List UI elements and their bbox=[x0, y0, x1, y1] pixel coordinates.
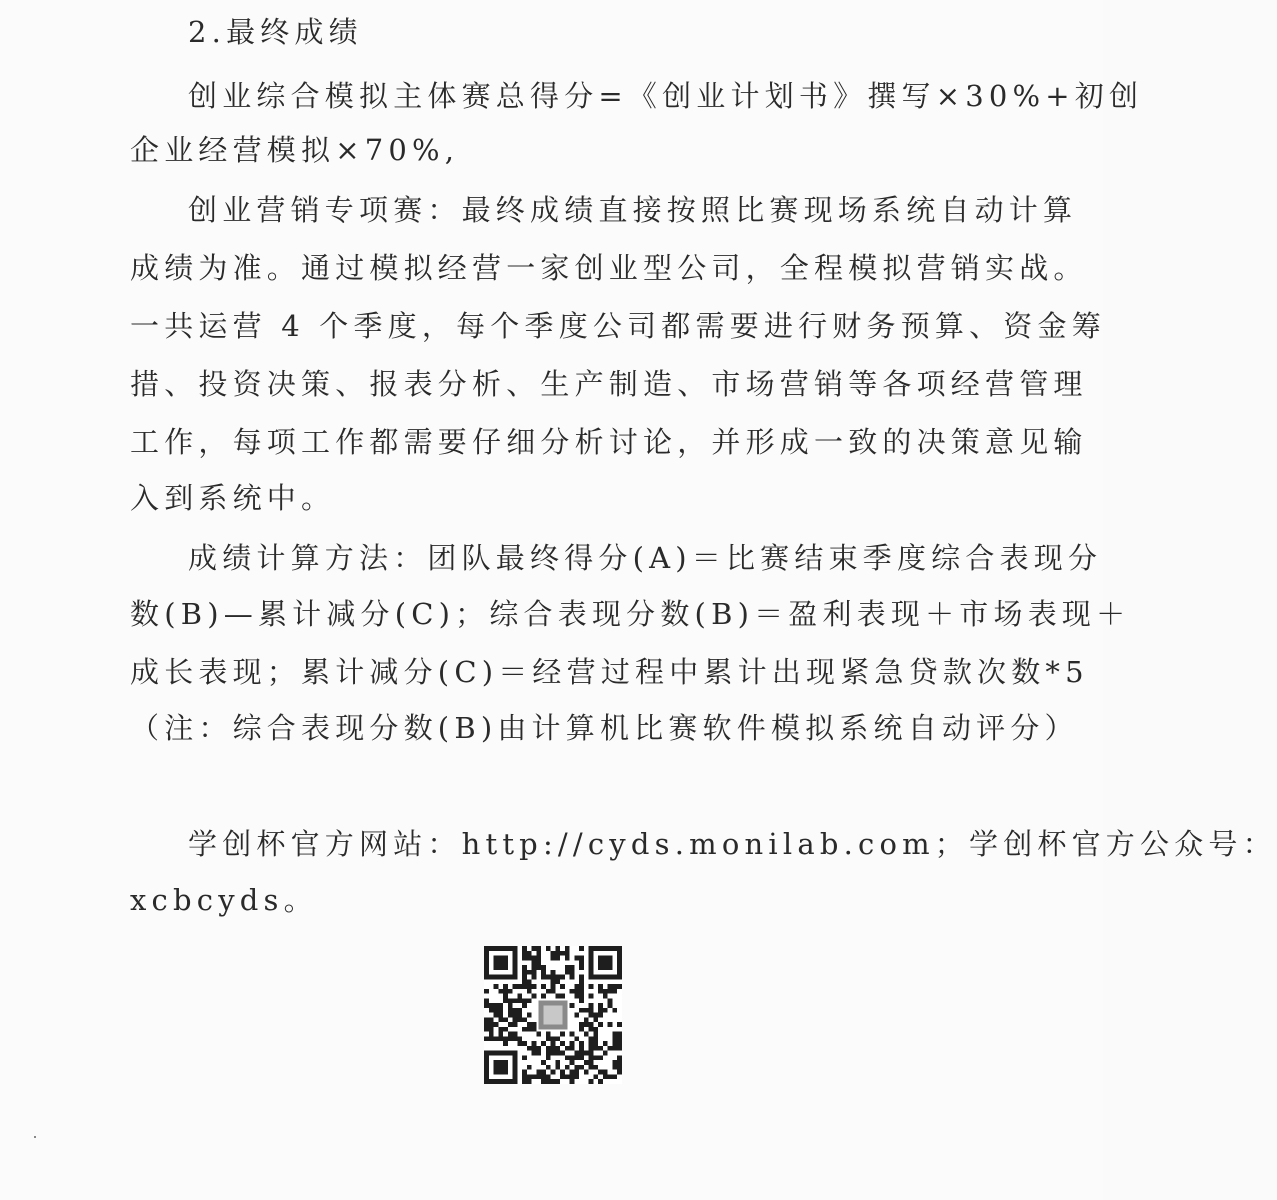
section-heading: 2.最终成绩 bbox=[188, 15, 363, 49]
para4-line1: 学创杯官方网站：http://cyds.monilab.com；学创杯官方公众号： bbox=[188, 827, 1277, 861]
para3-line1: 成绩计算方法：团队最终得分(A)＝比赛结束季度综合表现分 bbox=[188, 541, 1103, 575]
para1-line2: 企业经营模拟×70%, bbox=[130, 133, 460, 167]
para3-line4: （注：综合表现分数(B)由计算机比赛软件模拟系统自动评分） bbox=[130, 711, 1079, 745]
para2-line3: 一共运营 4 个季度，每个季度公司都需要进行财务预算、资金筹 bbox=[130, 309, 1106, 343]
para2-line5: 工作，每项工作都需要仔细分析讨论，并形成一致的决策意见输 bbox=[130, 425, 1088, 459]
para4-line2: xcbcyds。 bbox=[130, 883, 318, 917]
qr-code-icon bbox=[484, 946, 622, 1084]
scan-speck bbox=[34, 1136, 36, 1138]
para3-line2: 数(B)—累计减分(C)；综合表现分数(B)＝盈利表现＋市场表现＋ bbox=[130, 597, 1131, 631]
para2-line2: 成绩为准。通过模拟经营一家创业型公司，全程模拟营销实战。 bbox=[130, 251, 1088, 285]
para3-line3: 成长表现；累计减分(C)＝经营过程中累计出现紧急贷款次数*5 bbox=[130, 655, 1089, 689]
para2-line4: 措、投资决策、报表分析、生产制造、市场营销等各项经营管理 bbox=[130, 367, 1088, 401]
para1-line1: 创业综合模拟主体赛总得分=《创业计划书》撰写×30%+初创 bbox=[188, 79, 1144, 113]
para2-line1: 创业营销专项赛：最终成绩直接按照比赛现场系统自动计算 bbox=[188, 193, 1078, 227]
para2-line6: 入到系统中。 bbox=[130, 481, 336, 515]
